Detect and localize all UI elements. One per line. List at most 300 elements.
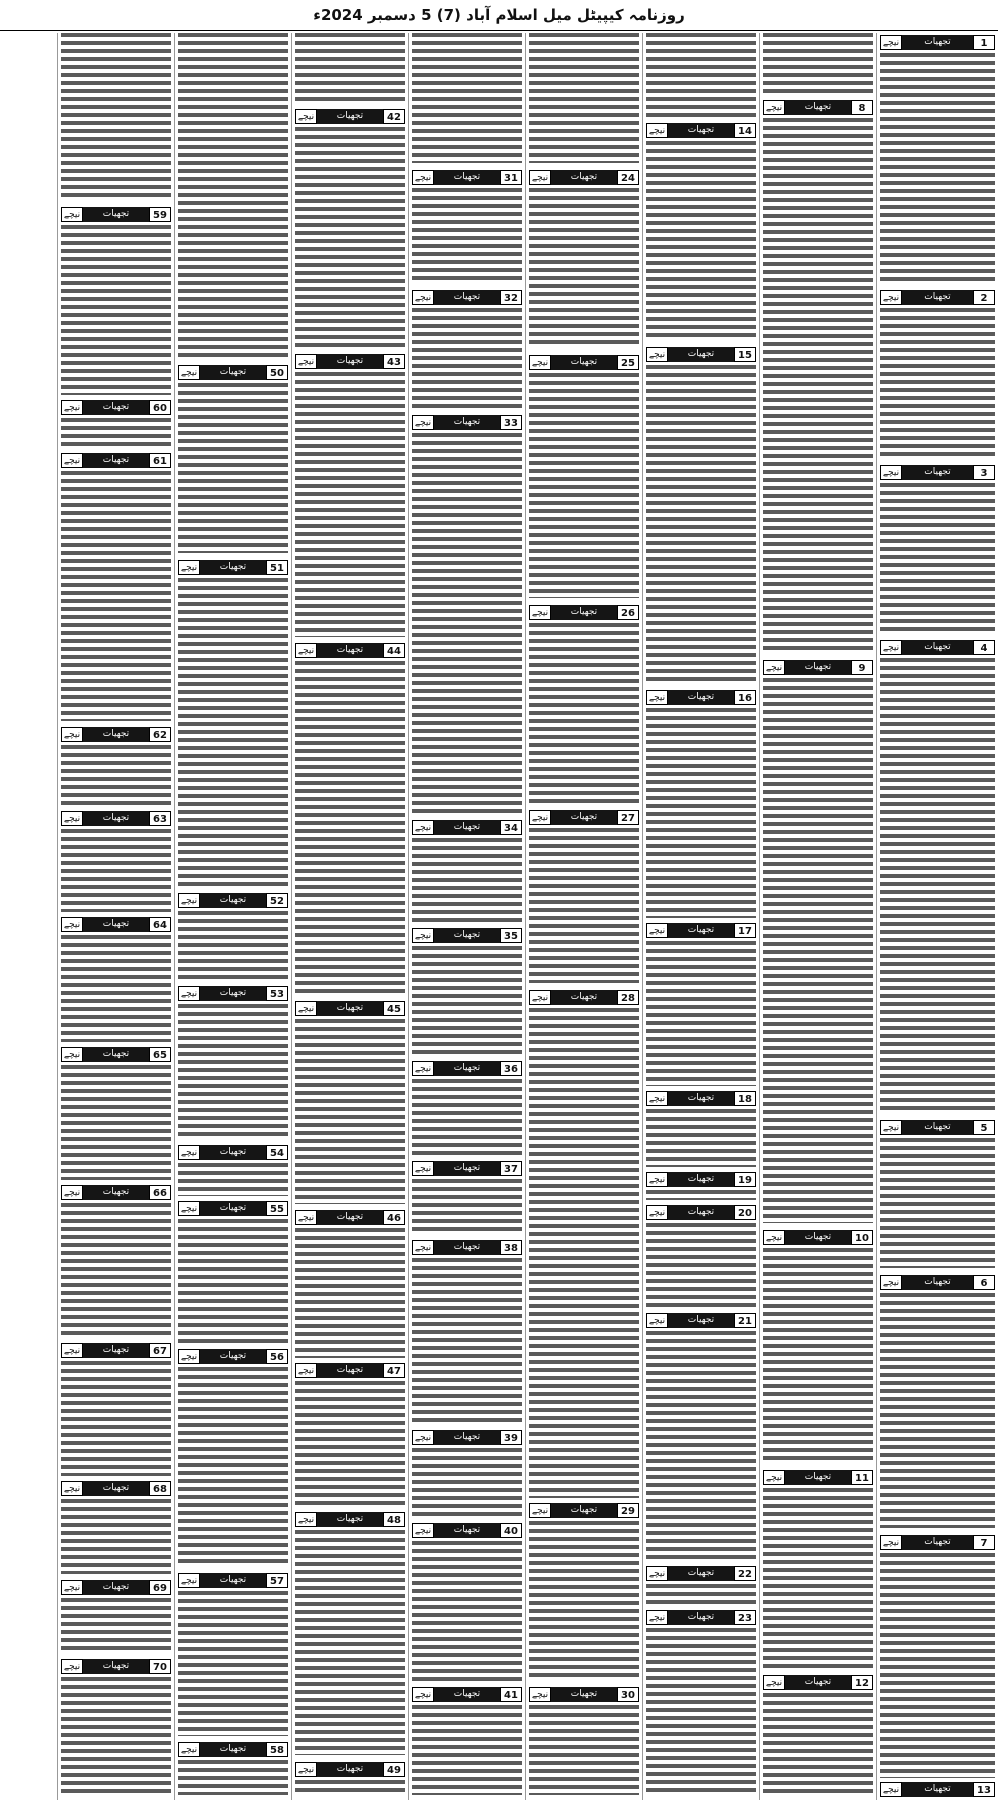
section-number: 19 <box>734 1172 756 1187</box>
section-marker: نیچے <box>646 1610 668 1625</box>
section-number: 7 <box>973 1535 995 1550</box>
section-marker: نیچے <box>412 820 434 835</box>
article-text <box>61 1065 171 1180</box>
section-number: 32 <box>500 290 522 305</box>
section-header <box>412 1061 522 1076</box>
article-text <box>61 225 171 395</box>
article-text <box>646 708 756 918</box>
section-label: تجھیات <box>317 1210 383 1225</box>
article-text <box>412 838 522 923</box>
section-label: تجھیات <box>902 640 973 655</box>
section-label: تجھیات <box>668 347 734 362</box>
section-header <box>646 1172 756 1187</box>
section-label: تجھیات <box>200 1742 266 1757</box>
article-text <box>529 33 639 163</box>
column-7 <box>174 33 291 1800</box>
article-text <box>61 1361 171 1476</box>
section-marker: نیچے <box>178 893 200 908</box>
section-marker: نیچے <box>61 1047 83 1062</box>
article-text <box>529 623 639 803</box>
section-label: تجھیات <box>785 1230 851 1245</box>
section-label: تجھیات <box>434 1687 500 1702</box>
section-label: تجھیات <box>551 1503 617 1518</box>
section-marker: نیچے <box>178 986 200 1001</box>
section-number: 3 <box>973 465 995 480</box>
section-label: تجھیات <box>317 354 383 369</box>
section-header <box>646 1205 756 1220</box>
article-text <box>646 1331 756 1561</box>
section-label: تجھیات <box>902 1535 973 1550</box>
section-label: تجھیات <box>434 1430 500 1445</box>
section-label: تجھیات <box>83 207 149 222</box>
article-text <box>178 383 288 553</box>
article-text <box>178 1591 288 1736</box>
section-number: 49 <box>383 1762 405 1777</box>
section-number: 26 <box>617 605 639 620</box>
section-marker: نیچے <box>763 660 785 675</box>
section-number: 55 <box>266 1201 288 1216</box>
section-number: 69 <box>149 1580 171 1595</box>
section-label: تجھیات <box>317 1001 383 1016</box>
section-marker: نیچے <box>61 400 83 415</box>
section-number: 53 <box>266 986 288 1001</box>
section-marker: نیچے <box>880 35 902 50</box>
section-marker: نیچے <box>880 1275 902 1290</box>
section-header <box>295 1210 405 1225</box>
section-marker: نیچے <box>412 928 434 943</box>
section-marker: نیچے <box>880 1120 902 1135</box>
section-label: تجھیات <box>551 355 617 370</box>
section-header <box>763 1470 873 1485</box>
section-header <box>295 1762 405 1777</box>
section-number: 4 <box>973 640 995 655</box>
section-number: 43 <box>383 354 405 369</box>
section-number: 6 <box>973 1275 995 1290</box>
article-text <box>763 678 873 1223</box>
section-marker: نیچے <box>61 207 83 222</box>
section-label: تجھیات <box>668 690 734 705</box>
section-number: 38 <box>500 1240 522 1255</box>
article-text <box>880 658 995 1113</box>
section-label: تجھیات <box>785 100 851 115</box>
article-text <box>646 1190 756 1200</box>
section-number: 67 <box>149 1343 171 1358</box>
masthead: روزنامہ کیپیٹل میل اسلام آباد (7) 5 دسمبر 2024ء <box>0 0 998 31</box>
column-8 <box>57 33 174 1800</box>
section-marker: نیچے <box>529 170 551 185</box>
article-text <box>178 1367 288 1567</box>
section-number: 44 <box>383 643 405 658</box>
section-marker: نیچے <box>295 1762 317 1777</box>
section-header <box>412 1430 522 1445</box>
section-number: 61 <box>149 453 171 468</box>
section-label: تجھیات <box>902 1275 973 1290</box>
article-text <box>880 483 995 633</box>
section-header <box>529 170 639 185</box>
section-header <box>61 1659 171 1674</box>
section-header <box>61 1343 171 1358</box>
section-label: تجھیات <box>551 605 617 620</box>
section-marker: نیچے <box>763 100 785 115</box>
section-marker: نیچے <box>412 290 434 305</box>
article-text <box>412 308 522 408</box>
section-number: 59 <box>149 207 171 222</box>
article-text <box>880 308 995 458</box>
section-number: 10 <box>851 1230 873 1245</box>
section-marker: نیچے <box>880 640 902 655</box>
section-marker: نیچے <box>880 1782 902 1797</box>
section-header <box>295 1001 405 1016</box>
article-text <box>763 118 873 653</box>
section-marker: نیچے <box>646 123 668 138</box>
article-text <box>178 911 288 981</box>
article-text <box>61 935 171 1042</box>
article-text <box>412 1448 522 1518</box>
section-marker: نیچے <box>61 453 83 468</box>
section-marker: نیچے <box>412 1161 434 1176</box>
section-label: تجھیات <box>317 109 383 124</box>
section-header <box>178 1742 288 1757</box>
section-label: تجھیات <box>317 643 383 658</box>
section-marker: نیچے <box>763 1470 785 1485</box>
section-label: تجھیات <box>83 811 149 826</box>
section-header <box>529 990 639 1005</box>
section-label: تجھیات <box>434 1061 500 1076</box>
section-header <box>646 1566 756 1581</box>
column-6 <box>291 33 408 1800</box>
section-marker: نیچے <box>61 1185 83 1200</box>
section-number: 29 <box>617 1503 639 1518</box>
section-marker: نیچے <box>61 811 83 826</box>
section-number: 62 <box>149 727 171 742</box>
article-text <box>763 1693 873 1793</box>
section-label: تجھیات <box>668 923 734 938</box>
section-header <box>178 893 288 908</box>
section-label: تجھیات <box>200 560 266 575</box>
section-marker: نیچے <box>295 1512 317 1527</box>
section-number: 9 <box>851 660 873 675</box>
section-number: 45 <box>383 1001 405 1016</box>
section-number: 23 <box>734 1610 756 1625</box>
section-label: تجھیات <box>902 465 973 480</box>
section-header <box>646 1610 756 1625</box>
section-label: تجھیات <box>434 170 500 185</box>
section-number: 24 <box>617 170 639 185</box>
section-header <box>880 640 995 655</box>
section-marker: نیچے <box>646 1091 668 1106</box>
article-text <box>412 1705 522 1795</box>
article-text <box>178 1163 288 1196</box>
section-label: تجھیات <box>434 820 500 835</box>
section-marker: نیچے <box>295 354 317 369</box>
section-number: 70 <box>149 1659 171 1674</box>
article-text <box>646 33 756 118</box>
section-label: تجھیات <box>902 35 973 50</box>
article-text <box>178 1760 288 1795</box>
article-text <box>412 1258 522 1423</box>
section-marker: نیچے <box>646 690 668 705</box>
section-label: تجھیات <box>785 1470 851 1485</box>
section-number: 20 <box>734 1205 756 1220</box>
section-number: 12 <box>851 1675 873 1690</box>
section-label: تجھیات <box>434 1523 500 1538</box>
section-number: 28 <box>617 990 639 1005</box>
section-number: 60 <box>149 400 171 415</box>
section-marker: نیچے <box>529 1687 551 1702</box>
section-label: تجھیات <box>902 1120 973 1135</box>
section-header <box>529 1687 639 1702</box>
section-header <box>412 415 522 430</box>
section-header <box>178 560 288 575</box>
section-marker: نیچے <box>412 1430 434 1445</box>
section-number: 68 <box>149 1481 171 1496</box>
section-number: 30 <box>617 1687 639 1702</box>
section-marker: نیچے <box>646 1313 668 1328</box>
section-number: 64 <box>149 917 171 932</box>
section-number: 51 <box>266 560 288 575</box>
section-label: تجھیات <box>668 1313 734 1328</box>
article-text <box>295 1780 405 1795</box>
article-text <box>412 188 522 283</box>
article-text <box>763 33 873 93</box>
article-text <box>412 33 522 163</box>
section-header <box>880 1535 995 1550</box>
column-4 <box>525 33 642 1800</box>
section-label: تجھیات <box>200 1573 266 1588</box>
section-label: تجھیات <box>83 453 149 468</box>
section-label: تجھیات <box>551 990 617 1005</box>
section-header <box>529 605 639 620</box>
section-number: 56 <box>266 1349 288 1364</box>
section-label: تجھیات <box>434 290 500 305</box>
section-marker: نیچے <box>295 1363 317 1378</box>
section-label: تجھیات <box>902 290 973 305</box>
section-header <box>295 643 405 658</box>
section-marker: نیچے <box>61 1659 83 1674</box>
column-2 <box>759 33 876 1800</box>
section-marker: نیچے <box>178 1145 200 1160</box>
section-label: تجھیات <box>200 986 266 1001</box>
section-marker: نیچے <box>646 1566 668 1581</box>
section-header <box>763 100 873 115</box>
section-number: 14 <box>734 123 756 138</box>
article-text <box>646 1223 756 1308</box>
section-number: 16 <box>734 690 756 705</box>
section-marker: نیچے <box>880 465 902 480</box>
section-number: 52 <box>266 893 288 908</box>
section-number: 63 <box>149 811 171 826</box>
section-number: 8 <box>851 100 873 115</box>
section-number: 65 <box>149 1047 171 1062</box>
article-text <box>412 946 522 1056</box>
section-marker: نیچے <box>646 1172 668 1187</box>
section-label: تجھیات <box>668 1205 734 1220</box>
article-text <box>412 1541 522 1681</box>
article-text <box>295 661 405 996</box>
article-text <box>646 1584 756 1604</box>
section-label: تجھیات <box>83 917 149 932</box>
article-text <box>295 1228 405 1358</box>
section-marker: نیچے <box>178 365 200 380</box>
section-marker: نیچے <box>412 1061 434 1076</box>
article-text <box>61 418 171 448</box>
section-number: 31 <box>500 170 522 185</box>
section-header <box>880 465 995 480</box>
section-number: 46 <box>383 1210 405 1225</box>
section-label: تجھیات <box>785 1675 851 1690</box>
section-header <box>61 207 171 222</box>
section-marker: نیچے <box>412 1523 434 1538</box>
section-header <box>295 354 405 369</box>
article-text <box>295 33 405 103</box>
section-marker: نیچے <box>529 990 551 1005</box>
section-label: تجھیات <box>551 810 617 825</box>
section-marker: نیچے <box>61 917 83 932</box>
section-number: 5 <box>973 1120 995 1135</box>
section-label: تجھیات <box>200 365 266 380</box>
article-text <box>295 1381 405 1506</box>
section-label: تجھیات <box>434 415 500 430</box>
section-header <box>178 1573 288 1588</box>
section-marker: نیچے <box>880 1535 902 1550</box>
section-number: 42 <box>383 109 405 124</box>
section-marker: نیچے <box>880 290 902 305</box>
article-text <box>61 33 171 201</box>
section-marker: نیچے <box>295 643 317 658</box>
article-text <box>763 1248 873 1463</box>
section-header <box>178 365 288 380</box>
article-text <box>880 1138 995 1268</box>
section-label: تجھیات <box>668 1566 734 1581</box>
section-header <box>763 660 873 675</box>
section-label: تجھیات <box>83 1481 149 1496</box>
section-number: 41 <box>500 1687 522 1702</box>
section-header <box>880 1120 995 1135</box>
article-text <box>178 1004 288 1139</box>
section-number: 21 <box>734 1313 756 1328</box>
section-number: 15 <box>734 347 756 362</box>
section-header <box>61 1185 171 1200</box>
article-text <box>529 828 639 983</box>
section-header <box>412 1687 522 1702</box>
section-label: تجھیات <box>83 1047 149 1062</box>
article-text <box>61 1598 171 1653</box>
section-label: تجھیات <box>434 1161 500 1176</box>
section-number: 25 <box>617 355 639 370</box>
section-label: تجھیات <box>785 660 851 675</box>
section-label: تجھیات <box>317 1512 383 1527</box>
column-5 <box>408 33 525 1800</box>
article-text <box>412 1079 522 1156</box>
section-marker: نیچے <box>412 1240 434 1255</box>
section-header <box>412 928 522 943</box>
section-marker: نیچے <box>412 170 434 185</box>
section-number: 17 <box>734 923 756 938</box>
section-label: تجھیات <box>668 1610 734 1625</box>
section-number: 37 <box>500 1161 522 1176</box>
section-marker: نیچے <box>295 1001 317 1016</box>
section-header <box>61 811 171 826</box>
section-number: 11 <box>851 1470 873 1485</box>
section-header <box>646 1313 756 1328</box>
section-header <box>880 35 995 50</box>
section-number: 40 <box>500 1523 522 1538</box>
section-marker: نیچے <box>646 1205 668 1220</box>
section-marker: نیچے <box>178 1201 200 1216</box>
column-3 <box>642 33 759 1800</box>
section-number: 13 <box>973 1782 995 1797</box>
section-marker: نیچے <box>763 1230 785 1245</box>
section-header <box>61 400 171 415</box>
section-header <box>178 1349 288 1364</box>
section-header <box>61 917 171 932</box>
section-number: 58 <box>266 1742 288 1757</box>
section-header <box>412 820 522 835</box>
article-text <box>61 1203 171 1338</box>
section-number: 57 <box>266 1573 288 1588</box>
section-header <box>61 453 171 468</box>
section-header <box>412 1240 522 1255</box>
section-header <box>646 347 756 362</box>
section-number: 22 <box>734 1566 756 1581</box>
section-marker: نیچے <box>529 1503 551 1518</box>
section-header <box>295 109 405 124</box>
article-text <box>178 33 288 358</box>
article-text <box>646 1109 756 1167</box>
section-marker: نیچے <box>178 1349 200 1364</box>
section-header <box>61 727 171 742</box>
article-text <box>412 1179 522 1235</box>
section-header <box>178 986 288 1001</box>
section-header <box>880 1782 995 1797</box>
article-text <box>763 1488 873 1668</box>
section-marker: نیچے <box>646 923 668 938</box>
section-label: تجھیات <box>668 1091 734 1106</box>
section-number: 54 <box>266 1145 288 1160</box>
section-header <box>61 1047 171 1062</box>
section-number: 36 <box>500 1061 522 1076</box>
article-text <box>880 1293 995 1528</box>
section-label: تجھیات <box>668 123 734 138</box>
section-label: تجھیات <box>551 1687 617 1702</box>
section-label: تجھیات <box>83 1659 149 1674</box>
section-marker: نیچے <box>178 1742 200 1757</box>
article-text <box>529 1521 639 1681</box>
section-label: تجھیات <box>200 1145 266 1160</box>
article-text <box>61 471 171 721</box>
article-text <box>295 372 405 637</box>
article-text <box>646 141 756 341</box>
article-text <box>295 1530 405 1755</box>
section-header <box>646 123 756 138</box>
article-text <box>880 53 995 283</box>
article-text <box>61 829 171 912</box>
section-header <box>412 170 522 185</box>
section-header <box>178 1201 288 1216</box>
article-text <box>61 745 171 805</box>
article-text <box>646 1628 756 1793</box>
section-marker: نیچے <box>763 1675 785 1690</box>
section-marker: نیچے <box>295 109 317 124</box>
section-label: تجھیات <box>200 893 266 908</box>
section-marker: نیچے <box>529 355 551 370</box>
section-label: تجھیات <box>200 1349 266 1364</box>
section-header <box>412 1523 522 1538</box>
article-text <box>646 365 756 685</box>
article-text <box>61 1677 171 1795</box>
section-marker: نیچے <box>412 1687 434 1702</box>
section-marker: نیچے <box>295 1210 317 1225</box>
